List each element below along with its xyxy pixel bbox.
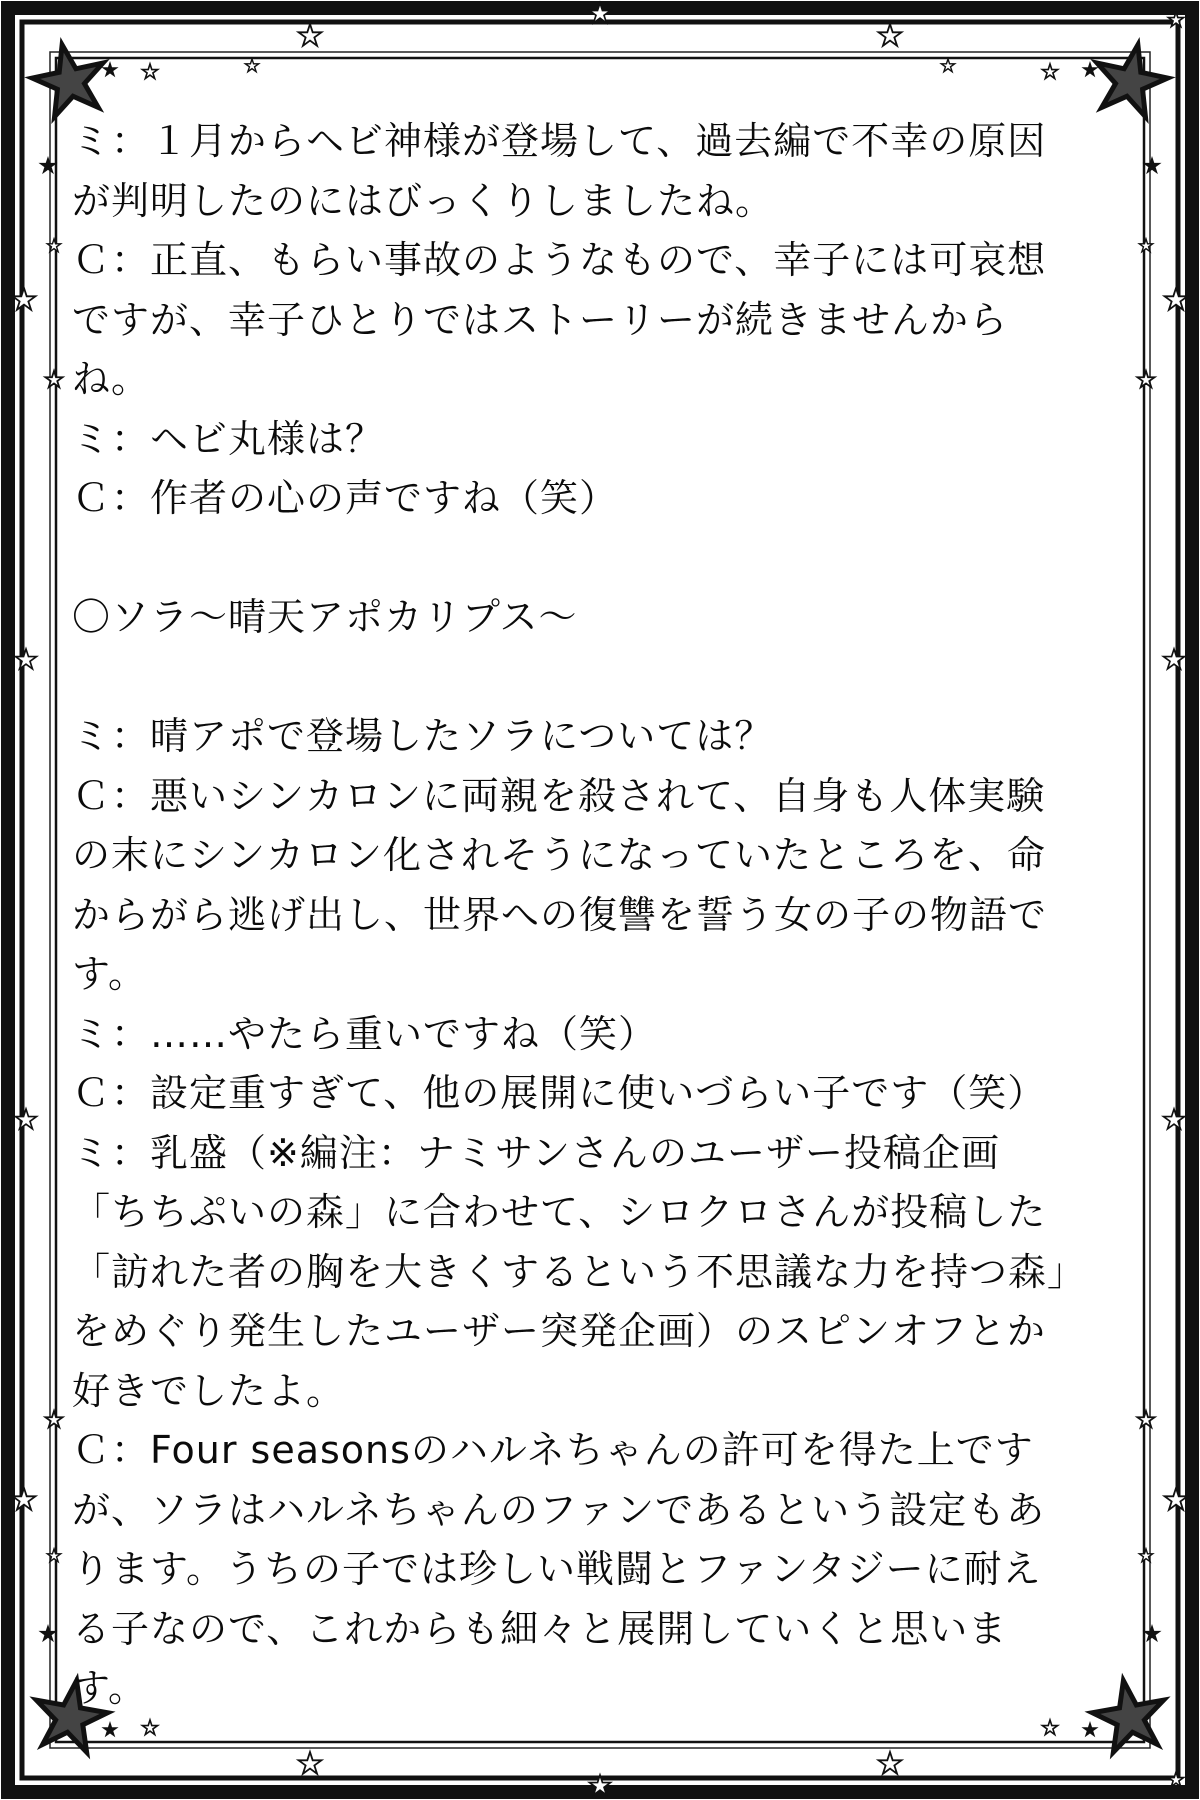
text-line: ですが、幸子ひとりではストーリーが続きませんから: [72, 297, 1009, 342]
text-line: ミ：乳盛（※編注：ナミサンさんのユーザー投稿企画: [72, 1130, 1000, 1175]
text-line: からがら逃げ出し、世界への復讐を誓う女の子の物語で: [72, 892, 1048, 937]
text-line: ミ：晴アポで登場したソラについては？: [72, 714, 774, 758]
text-line: 「ちちぷいの森」に合わせて、シロクロさんが投稿した: [72, 1190, 1047, 1234]
text-line: ミ：１月からヘビ神様が登場して、過去編で不幸の原因: [72, 119, 1047, 163]
text-line: ミ：ヘビ丸様は？: [72, 416, 385, 461]
text-line: す。: [72, 952, 147, 996]
text-line: Ｃ：悪いシンカロンに両親を殺されて、自身も人体実験: [72, 773, 1046, 818]
text-line: ミ：……やたら重いですね（笑）: [72, 1011, 658, 1056]
blank-line: [72, 529, 1132, 589]
text-line: ります。うちの子では珍しい戦闘とファンタジーに耐え: [72, 1547, 1042, 1591]
blank-line: [72, 648, 1132, 708]
text-line: Ｃ：正直、もらい事故のようなもので、幸子には可哀想: [72, 238, 1047, 282]
text-line: ね。: [72, 357, 151, 401]
text-line: る子なので、これからも細々と展開していくと思いま: [72, 1606, 1008, 1651]
text-line: をめぐり発生したユーザー突発企画）のスピンオフとか: [72, 1309, 1046, 1353]
text-line: 「訪れた者の胸を大きくするという不思議な力を持つ森」: [72, 1249, 1087, 1294]
text-line: 好きでしたよ。: [72, 1368, 346, 1413]
text-line: す。: [72, 1666, 147, 1710]
text-line: Ｃ：設定重すぎて、他の展開に使いづらい子です（笑）: [72, 1071, 1047, 1115]
interview-text: [72, 112, 1132, 1719]
text-line: Ｃ：作者の心の声ですね（笑）: [72, 476, 619, 520]
section-heading: 〇ソラ〜晴天アポカリプス〜: [72, 595, 578, 639]
text-line: が、ソラはハルネちゃんのファンであるという設定もあ: [72, 1487, 1046, 1532]
bottom-border-stars: [101, 1720, 1183, 1795]
text-line: Ｃ：Four seasonsのハルネちゃんの許可を得た上です: [72, 1428, 1034, 1472]
text-line: の末にシンカロン化されそうになっていたところを、命: [72, 833, 1047, 877]
text-line: が判明したのにはびっくりしましたね。: [72, 178, 775, 223]
